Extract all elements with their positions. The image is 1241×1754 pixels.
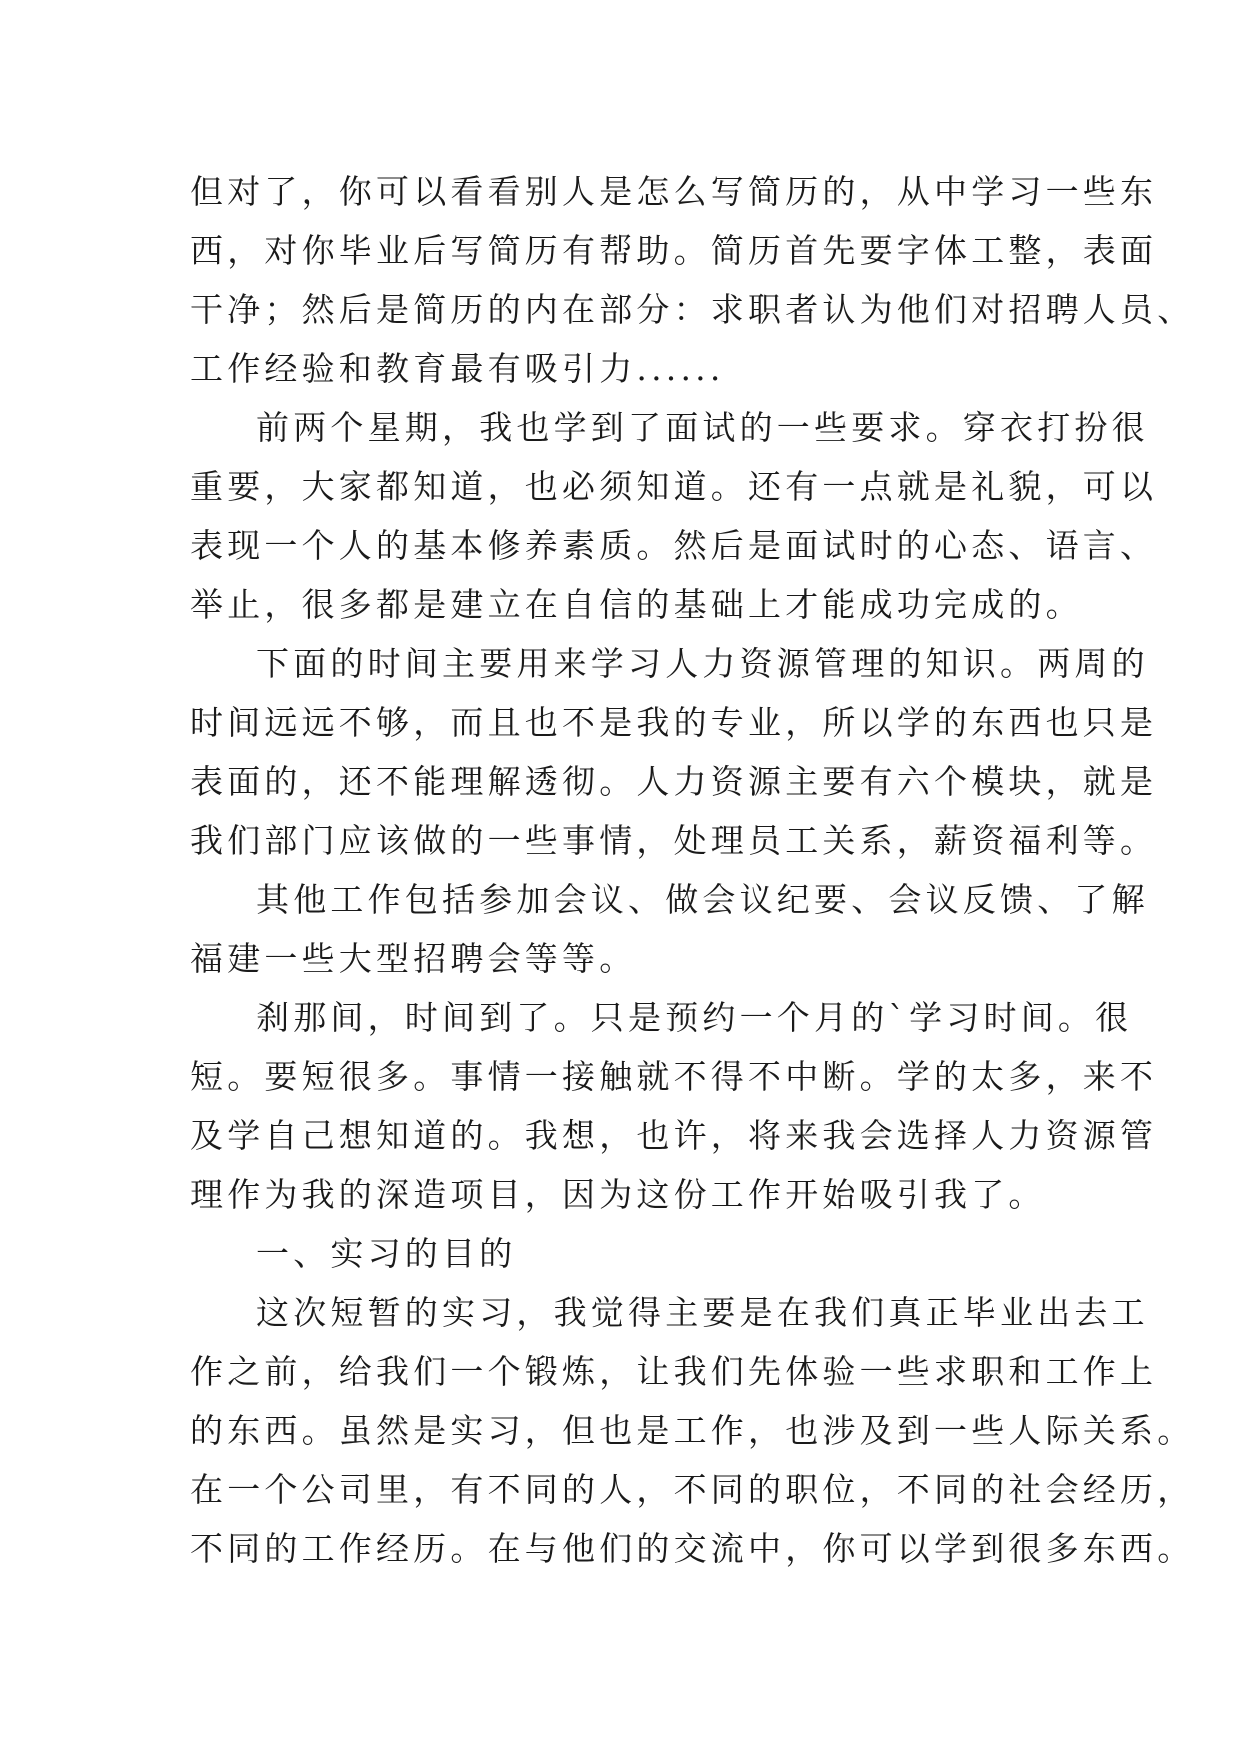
text-line: 表现一个人的基本修养素质。然后是面试时的心态、语言、: [190, 526, 1158, 565]
paragraph-first-line: 其他工作包括参加会议、做会议纪要、会议反馈、了解: [256, 880, 1149, 919]
text-line: 干净；然后是简历的内在部分：求职者认为他们对招聘人员、: [190, 290, 1195, 329]
text-line: 表面的，还不能理解透彻。人力资源主要有六个模块，就是: [190, 762, 1158, 801]
paragraph-first-line: 前两个星期，我也学到了面试的一些要求。穿衣打扮很: [256, 408, 1149, 447]
paragraph-first-line: 刹那间，时间到了。只是预约一个月的`学习时间。很: [256, 998, 1133, 1037]
text-line: 的东西。虽然是实习，但也是工作，也涉及到一些人际关系。: [190, 1411, 1195, 1450]
paragraph-first-line: 下面的时间主要用来学习人力资源管理的知识。两周的: [256, 644, 1149, 683]
text-line: 时间远远不够，而且也不是我的专业，所以学的东西也只是: [190, 703, 1158, 742]
text-line: 举止，很多都是建立在自信的基础上才能成功完成的。: [190, 585, 1083, 624]
text-line: 西，对你毕业后写简历有帮助。简历首先要字体工整，表面: [190, 231, 1158, 270]
text-line: 在一个公司里，有不同的人，不同的职位，不同的社会经历，: [190, 1470, 1195, 1509]
paragraph-first-line: 这次短暂的实习，我觉得主要是在我们真正毕业出去工: [256, 1293, 1149, 1332]
text-line: 理作为我的深造项目，因为这份工作开始吸引我了。: [190, 1175, 1046, 1214]
document-body: [190, 162, 1195, 1578]
text-line: 重要，大家都知道，也必须知道。还有一点就是礼貌，可以: [190, 467, 1158, 506]
text-line: 作之前，给我们一个锻炼，让我们先体验一些求职和工作上: [190, 1352, 1158, 1391]
text-line: 短。要短很多。事情一接触就不得不中断。学的太多，来不: [190, 1057, 1158, 1096]
section-heading: 一、实习的目的: [256, 1234, 517, 1273]
text-line: 但对了，你可以看看别人是怎么写简历的，从中学习一些东: [190, 172, 1158, 211]
text-line: 福建一些大型招聘会等等。: [190, 939, 637, 978]
text-line: 我们部门应该做的一些事情，处理员工关系，薪资福利等。: [190, 821, 1158, 860]
text-line: 及学自己想知道的。我想，也许，将来我会选择人力资源管: [190, 1116, 1158, 1155]
text-line: 不同的工作经历。在与他们的交流中，你可以学到很多东西。: [190, 1529, 1195, 1568]
text-line: 工作经验和教育最有吸引力......: [190, 349, 725, 388]
